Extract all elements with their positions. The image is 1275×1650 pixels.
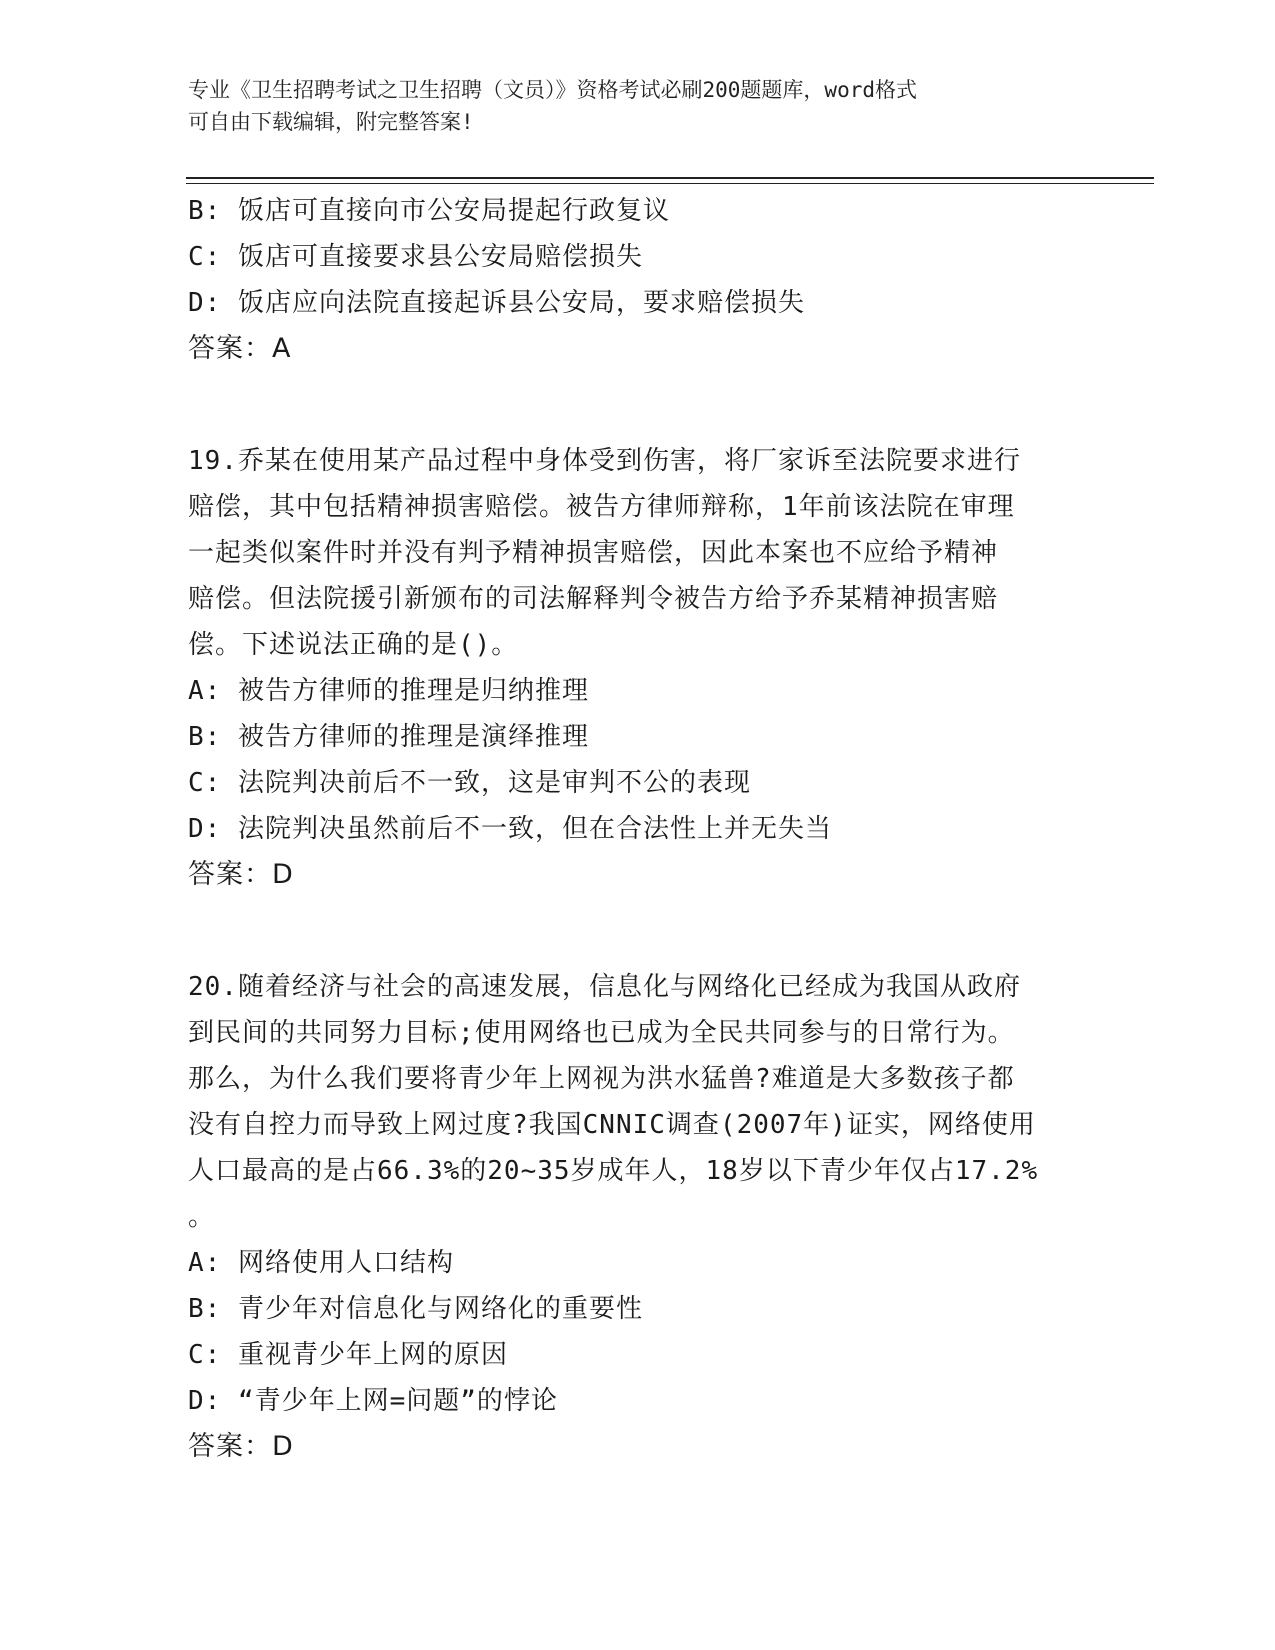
option-a: A: 网络使用人口结构 [188, 1248, 454, 1278]
question-stem-line: 那么，为什么我们要将青少年上网视为洪水猛兽?难道是大多数孩子都 [188, 1064, 1015, 1094]
question-20 [188, 964, 1088, 1470]
question-stem-line: 到民间的共同努力目标;使用网络也已成为全民共同参与的日常行为。 [188, 1018, 1015, 1048]
header-rule-thin [186, 183, 1154, 184]
option-d: D: 法院判决虽然前后不一致，但在合法性上并无失当 [188, 814, 832, 844]
option-a: A: 被告方律师的推理是归纳推理 [188, 676, 589, 706]
option-b: B: 被告方律师的推理是演绎推理 [188, 722, 589, 752]
question-stem-line: 一起类似案件时并没有判予精神损害赔偿，因此本案也不应给予精神 [188, 538, 999, 568]
option-c: C: 法院判决前后不一致，这是审判不公的表现 [188, 768, 751, 798]
option-b: B: 青少年对信息化与网络化的重要性 [188, 1294, 643, 1324]
question-stem-line: 。 [188, 1202, 216, 1232]
document-header [188, 74, 1068, 138]
answer: 答案：D [188, 859, 294, 890]
answer: 答案：A [188, 333, 292, 364]
header-line-1: 专业《卫生招聘考试之卫生招聘（文员）》资格考试必刷200题题库，word格式 [188, 78, 917, 102]
header-rule-thick [186, 177, 1154, 179]
question-stem-line: 赔偿，其中包括精神损害赔偿。被告方律师辩称，1年前该法院在审理 [188, 492, 1015, 522]
question-18 [188, 188, 1088, 372]
header-line-2: 可自由下载编辑，附完整答案! [188, 110, 474, 134]
question-stem-line: 20.随着经济与社会的高速发展，信息化与网络化已经成为我国从政府 [188, 972, 1021, 1002]
option-c: C: 饭店可直接要求县公安局赔偿损失 [188, 242, 643, 272]
option-d: D: 饭店应向法院直接起诉县公安局，要求赔偿损失 [188, 288, 805, 318]
question-content [188, 188, 1088, 1470]
answer: 答案：D [188, 1431, 294, 1462]
question-stem-line: 人口最高的是占66.3%的20~35岁成年人，18岁以下青少年仅占17.2% [188, 1156, 1039, 1186]
question-19 [188, 438, 1088, 898]
option-c: C: 重视青少年上网的原因 [188, 1340, 508, 1370]
question-stem-line: 19.乔某在使用某产品过程中身体受到伤害，将厂家诉至法院要求进行 [188, 446, 1021, 476]
question-stem-line: 赔偿。但法院援引新颁布的司法解释判令被告方给予乔某精神损害赔 [188, 584, 999, 614]
question-stem-line: 偿。下述说法正确的是()。 [188, 630, 519, 660]
option-d: D: “青少年上网=问题”的悖论 [188, 1386, 558, 1416]
option-b: B: 饭店可直接向市公安局提起行政复议 [188, 196, 670, 226]
question-stem-line: 没有自控力而导致上网过度?我国CNNIC调查(2007年)证实，网络使用 [188, 1110, 1036, 1140]
